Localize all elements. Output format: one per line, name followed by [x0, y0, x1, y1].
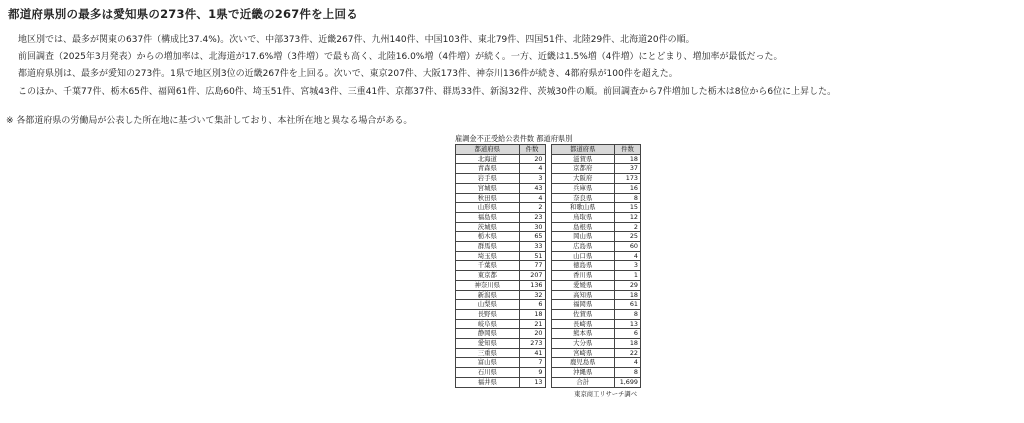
prefecture-count: 13	[615, 319, 641, 329]
table-row	[456, 203, 546, 213]
table-row	[456, 164, 546, 174]
prefecture-count: 2	[615, 222, 641, 232]
prefecture-name: 奈良県	[551, 193, 615, 203]
header-prefecture: 都道府県	[456, 145, 520, 155]
prefecture-count: 77	[519, 261, 545, 271]
prefecture-name: 島根県	[551, 222, 615, 232]
prefecture-name: 鹿児島県	[551, 358, 615, 368]
prefecture-count: 8	[615, 309, 641, 319]
prefecture-count: 30	[519, 222, 545, 232]
prefecture-count: 173	[615, 174, 641, 184]
paragraph-regional: 地区別では、最多が関東の637件（構成比37.4%)。次いで、中部373件、近畿267件、九州140件、中国103件、東北79件、四国51件、北陸29件、北海道20件の順。	[18, 35, 695, 45]
table-row	[551, 280, 641, 290]
prefecture-name: 富山県	[456, 358, 520, 368]
prefecture-name: 三重県	[456, 348, 520, 358]
prefecture-name: 宮城県	[456, 183, 520, 193]
table-row	[456, 174, 546, 184]
prefecture-count: 2	[519, 203, 545, 213]
prefecture-count: 136	[519, 280, 545, 290]
table-left-body	[456, 145, 546, 388]
prefecture-count: 13	[519, 377, 545, 387]
prefecture-count: 20	[519, 329, 545, 339]
prefecture-count: 20	[519, 154, 545, 164]
footnote: ※ 各都道府県の労働局が公表した所在地に基づいて集計しており、本社所在地と異なる場合がある。	[6, 116, 413, 126]
prefecture-count: 18	[615, 339, 641, 349]
prefecture-name: 茨城県	[456, 222, 520, 232]
table-row	[551, 183, 641, 193]
table-row	[551, 164, 641, 174]
prefecture-count: 18	[615, 154, 641, 164]
table-row	[456, 232, 546, 242]
table-row	[551, 193, 641, 203]
table-row	[551, 377, 641, 387]
prefecture-count: 21	[519, 319, 545, 329]
prefecture-count: 37	[615, 164, 641, 174]
paragraph-prefecture-top: 都道府県別は、最多が愛知の273件。1県で地区別3位の近畿267件を上回る。次いで、東京207件、大阪173件、神奈川136件が続き、4都府県が100件を超えた。	[18, 69, 678, 80]
prefecture-count: 51	[519, 251, 545, 261]
prefecture-count: 12	[615, 212, 641, 222]
table-row	[551, 232, 641, 242]
prefecture-name: 鳥取県	[551, 212, 615, 222]
prefecture-name: 石川県	[456, 368, 520, 378]
prefecture-name: 岐阜県	[456, 319, 520, 329]
table-row	[551, 251, 641, 261]
prefecture-count: 29	[615, 280, 641, 290]
prefecture-count: 25	[615, 232, 641, 242]
table-row	[551, 212, 641, 222]
prefecture-name: 千葉県	[456, 261, 520, 271]
prefecture-count: 65	[519, 232, 545, 242]
table-row	[551, 203, 641, 213]
prefecture-name: 秋田県	[456, 193, 520, 203]
table-row	[456, 193, 546, 203]
paragraph-increase-rate: 前回調査（2025年3月発表）からの増加率は、北海道が17.6%増（3件増）で最も高く、北陸16.0%増（4件増）が続く。一方、近畿は1.5%増（4件増）にとどまり、増加率が最低だった。	[18, 52, 783, 63]
prefecture-count: 1,699	[615, 377, 641, 387]
table-row	[551, 309, 641, 319]
prefecture-count: 207	[519, 271, 545, 281]
table-right	[551, 144, 642, 388]
table-row	[456, 251, 546, 261]
table-row	[551, 348, 641, 358]
prefecture-name: 岡山県	[551, 232, 615, 242]
prefecture-name: 長崎県	[551, 319, 615, 329]
table-row	[551, 290, 641, 300]
table-row	[456, 300, 546, 310]
table-row	[551, 368, 641, 378]
prefecture-name: 栃木県	[456, 232, 520, 242]
table-row	[456, 261, 546, 271]
prefecture-name: 徳島県	[551, 261, 615, 271]
table-row	[456, 309, 546, 319]
table-row	[551, 261, 641, 271]
prefecture-name: 山口県	[551, 251, 615, 261]
prefecture-name: 福岡県	[551, 300, 615, 310]
table-left	[455, 144, 546, 388]
table-right-body	[551, 145, 641, 388]
prefecture-count: 4	[519, 193, 545, 203]
prefecture-count: 43	[519, 183, 545, 193]
prefecture-count: 4	[615, 358, 641, 368]
table-row	[456, 319, 546, 329]
table-row	[456, 348, 546, 358]
prefecture-name: 宮崎県	[551, 348, 615, 358]
prefecture-name: 北海道	[456, 154, 520, 164]
table-row	[551, 339, 641, 349]
table-row	[551, 242, 641, 252]
prefecture-name: 京都府	[551, 164, 615, 174]
table-row	[456, 358, 546, 368]
paragraph-prefecture-others: このほか、千葉77件、栃木65件、福岡61件、広島60件、埼玉51件、宮城43件、三重41件、京都37件、群馬33件、新潟32件、茨城30件の順。前回調査から7件増加した栃木は8位から6位に上昇した。	[18, 86, 837, 97]
table-row	[456, 280, 546, 290]
prefecture-count: 9	[519, 368, 545, 378]
prefecture-name: 香川県	[551, 271, 615, 281]
table-header-row	[551, 145, 641, 155]
prefecture-name: 合計	[551, 377, 615, 387]
table-row	[551, 174, 641, 184]
prefecture-count: 18	[519, 309, 545, 319]
table-row	[551, 222, 641, 232]
prefecture-count: 16	[615, 183, 641, 193]
prefecture-name: 愛知県	[456, 339, 520, 349]
prefecture-count: 15	[615, 203, 641, 213]
prefecture-count: 6	[519, 300, 545, 310]
table-header-row	[456, 145, 546, 155]
table-row	[551, 300, 641, 310]
prefecture-count: 18	[615, 290, 641, 300]
table-row	[456, 183, 546, 193]
tables-wrapper	[455, 144, 641, 388]
prefecture-count: 7	[519, 358, 545, 368]
prefecture-name: 熊本県	[551, 329, 615, 339]
table-row	[456, 242, 546, 252]
prefecture-table-figure	[455, 134, 641, 398]
prefecture-count: 4	[615, 251, 641, 261]
prefecture-count: 4	[519, 164, 545, 174]
prefecture-count: 41	[519, 348, 545, 358]
table-row	[456, 329, 546, 339]
article-body	[18, 32, 836, 101]
prefecture-name: 愛媛県	[551, 280, 615, 290]
prefecture-name: 東京都	[456, 271, 520, 281]
prefecture-count: 60	[615, 242, 641, 252]
prefecture-name: 青森県	[456, 164, 520, 174]
table-row	[456, 154, 546, 164]
prefecture-name: 新潟県	[456, 290, 520, 300]
prefecture-name: 静岡県	[456, 329, 520, 339]
figure-title: 雇調金不正受給公表件数 都道府県別	[455, 134, 573, 143]
prefecture-name: 福井県	[456, 377, 520, 387]
prefecture-count: 23	[519, 212, 545, 222]
table-row	[456, 271, 546, 281]
header-prefecture: 都道府県	[551, 145, 615, 155]
prefecture-count: 8	[615, 368, 641, 378]
prefecture-count: 3	[519, 174, 545, 184]
table-row	[551, 358, 641, 368]
prefecture-count: 22	[615, 348, 641, 358]
prefecture-count: 33	[519, 242, 545, 252]
table-row	[456, 290, 546, 300]
table-row	[456, 212, 546, 222]
prefecture-name: 兵庫県	[551, 183, 615, 193]
prefecture-name: 高知県	[551, 290, 615, 300]
table-row	[551, 319, 641, 329]
table-row	[456, 377, 546, 387]
table-row	[456, 339, 546, 349]
prefecture-name: 埼玉県	[456, 251, 520, 261]
prefecture-count: 8	[615, 193, 641, 203]
prefecture-name: 福島県	[456, 212, 520, 222]
prefecture-count: 1	[615, 271, 641, 281]
prefecture-name: 大分県	[551, 339, 615, 349]
prefecture-count: 3	[615, 261, 641, 271]
header-count: 件数	[615, 145, 641, 155]
prefecture-name: 長野県	[456, 309, 520, 319]
prefecture-name: 佐賀県	[551, 309, 615, 319]
prefecture-name: 和歌山県	[551, 203, 615, 213]
prefecture-count: 32	[519, 290, 545, 300]
prefecture-count: 61	[615, 300, 641, 310]
figure-source: 東京商工リサーチ調べ	[574, 390, 637, 398]
prefecture-name: 広島県	[551, 242, 615, 252]
article-headline: 都道府県別の最多は愛知県の273件、1県で近畿の267件を上回る	[8, 7, 358, 21]
prefecture-name: 滋賀県	[551, 154, 615, 164]
prefecture-name: 山梨県	[456, 300, 520, 310]
prefecture-name: 山形県	[456, 203, 520, 213]
prefecture-count: 273	[519, 339, 545, 349]
header-count: 件数	[519, 145, 545, 155]
prefecture-name: 神奈川県	[456, 280, 520, 290]
table-row	[551, 154, 641, 164]
table-row	[551, 271, 641, 281]
table-row	[456, 222, 546, 232]
prefecture-name: 大阪府	[551, 174, 615, 184]
prefecture-count: 6	[615, 329, 641, 339]
table-row	[456, 368, 546, 378]
prefecture-name: 群馬県	[456, 242, 520, 252]
table-row	[551, 329, 641, 339]
prefecture-name: 岩手県	[456, 174, 520, 184]
prefecture-name: 沖縄県	[551, 368, 615, 378]
